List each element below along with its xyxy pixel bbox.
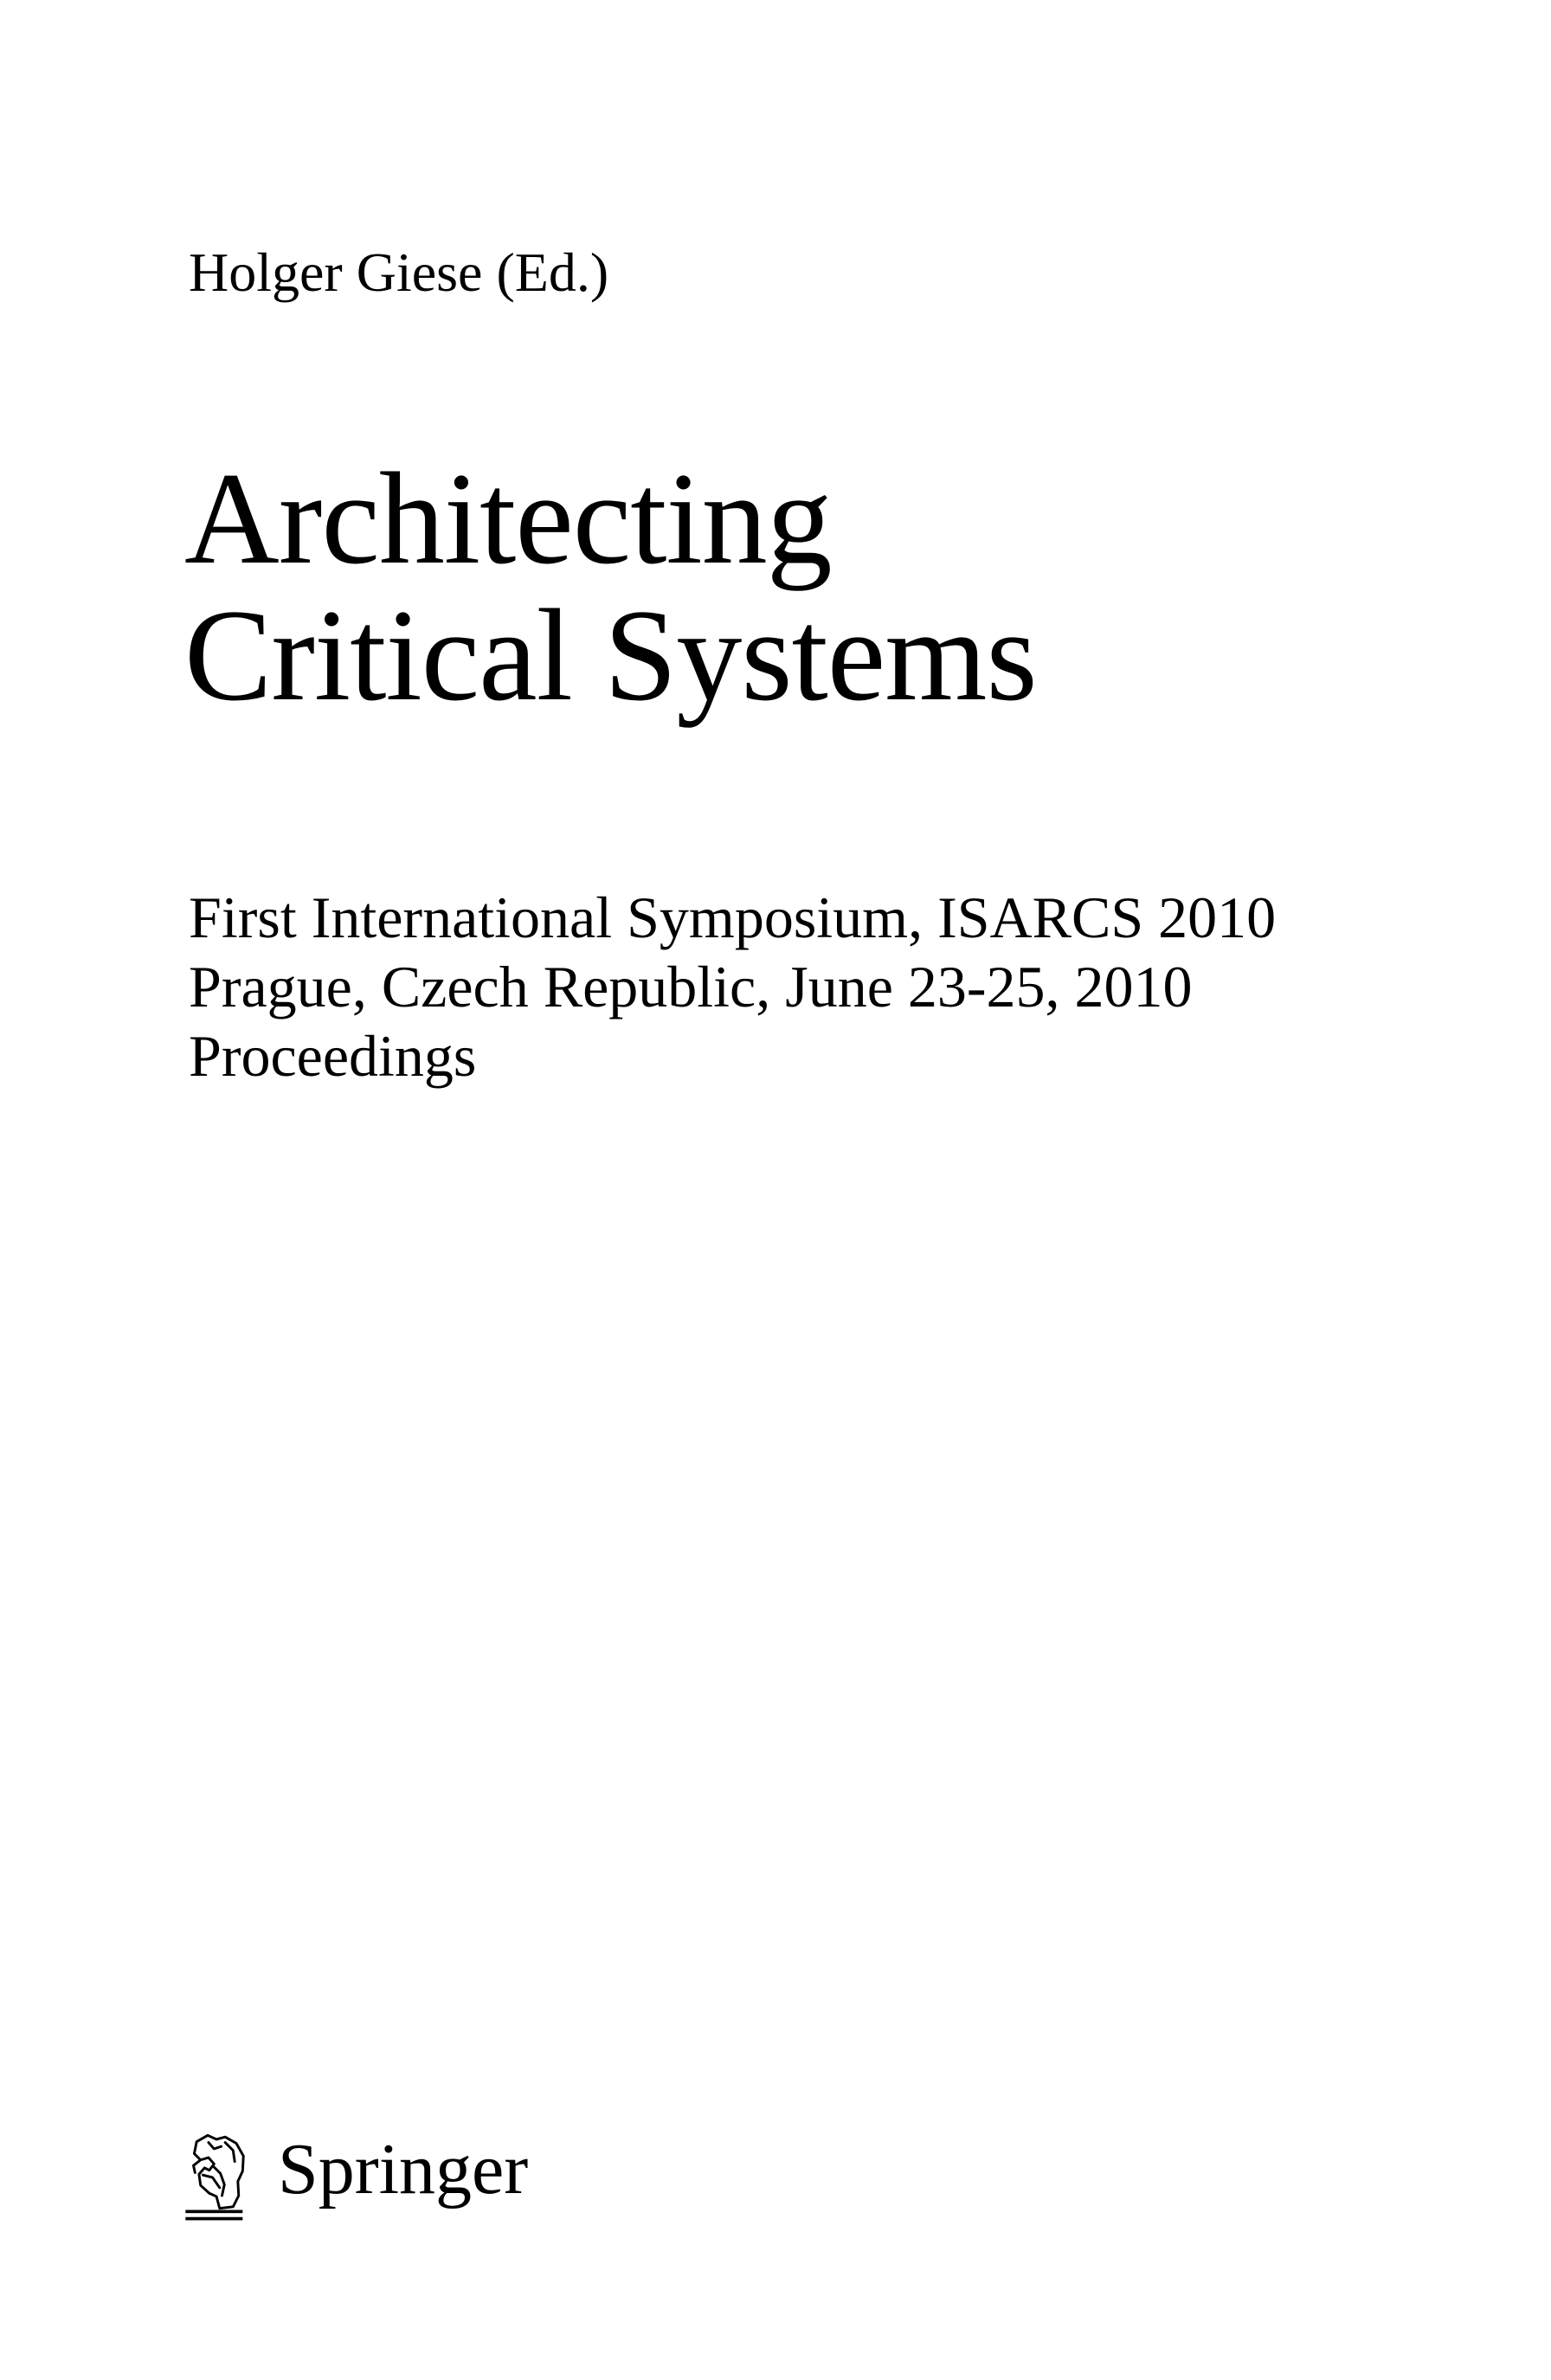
book-title bbox=[184, 446, 1037, 728]
location-date-line: Prague, Czech Republic, June 23-25, 2010 bbox=[189, 954, 1193, 1020]
publisher-imprint bbox=[177, 2129, 528, 2224]
springer-horse-icon bbox=[177, 2129, 257, 2224]
book-subtitle bbox=[189, 883, 1276, 1090]
book-title-line-2: Critical Systems bbox=[184, 582, 1037, 728]
book-title-line-1: Architecting bbox=[184, 446, 832, 591]
proceedings-line: Proceedings bbox=[189, 1023, 477, 1089]
publisher-name: Springer bbox=[278, 2129, 529, 2210]
editor-credit: Holger Giese (Ed.) bbox=[189, 241, 609, 303]
symposium-line: First International Symposium, ISARCS 2010 bbox=[189, 884, 1277, 950]
